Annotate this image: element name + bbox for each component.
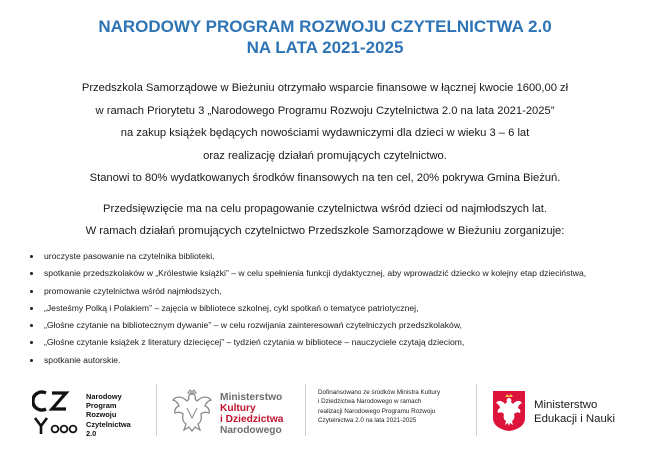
list-item: „Głośne czytanie na bibliotecznym dywanie” – w celu rozwijania zainteresowań czytelniczych przedszkolaków, xyxy=(30,317,645,334)
funding-note-line: realizacji Narodowego Programu Rozwoju xyxy=(318,407,436,415)
mkidn-logo xyxy=(170,384,320,440)
paragraph1-line: oraz realizację działań promujących czytelnictwo. xyxy=(203,149,447,162)
footer-divider xyxy=(156,384,157,436)
list-item: spotkanie autorskie. xyxy=(30,352,645,369)
funding-note-line: i Dziedzictwa Narodowego w ramach xyxy=(318,398,422,406)
activities-list xyxy=(30,248,645,369)
body-text xyxy=(0,77,650,243)
nprc-logo-line: Rozwoju xyxy=(86,410,117,420)
logo-footer xyxy=(0,376,650,446)
men-logo xyxy=(492,384,642,440)
paragraph1-line: Przedszkola Samorządowe w Bieżuniu otrzymało wsparcie finansowe w łącznej kwocie 1600,00 zł xyxy=(81,82,569,94)
nprc-logo-line: Czytelnictwa xyxy=(86,419,131,429)
mkidn-logo-line: Narodowego xyxy=(220,425,282,436)
mkidn-logo-line: Ministerstwo xyxy=(220,392,283,403)
list-item: „Jesteśmy Polką i Polakiem” – zajęcia w bibliotece szkolnej, cykl spotkań o tematyce patriotycznej, xyxy=(30,300,645,317)
funding-note xyxy=(318,388,478,425)
paragraph1-line: na zakup książek będących nowościami wydawniczymi dla dzieci w wieku 3 – 6 lat xyxy=(120,127,530,139)
paragraph2-line: Przedsięwzięcie ma na celu propagowanie czytelnictwa wśród dzieci od najmłodszych lat. xyxy=(103,202,547,215)
footer-divider xyxy=(476,384,477,436)
nprc-mark-icon xyxy=(32,388,78,438)
nprc-logo-text xyxy=(86,392,131,438)
eagle-emblem-icon xyxy=(170,388,214,434)
list-item: uroczyste pasowanie na czytelnika biblioteki, xyxy=(30,248,645,265)
paragraph1-line: Stanowi to 80% wydatkowanych środków finansowych na ten cel, 20% pokrywa Gmina Bieżuń. xyxy=(89,172,561,184)
mkidn-logo-line: Kultury xyxy=(220,403,256,414)
mkidn-logo-text xyxy=(220,392,283,436)
nprc-logo-line: 2.0 xyxy=(86,428,97,438)
paragraph1-line: w ramach Priorytetu 3 „Narodowego Programu Rozwoju Czytelnictwa 2.0 na lata 2021-2025” xyxy=(95,104,555,117)
mkidn-logo-line: i Dziedzictwa xyxy=(220,414,284,425)
men-logo-line: Edukacji i Nauki xyxy=(534,413,616,425)
funding-note-line: Dofinansowano ze środków Ministra Kultury xyxy=(318,389,441,396)
nprc-logo-line: Narodowy xyxy=(86,392,122,401)
list-item: „Głośne czytanie książek z literatury dziecięcej” – tydzień czytania w bibliotece – nauczyciele czytają dzieciom, xyxy=(30,334,645,351)
men-logo-text xyxy=(534,398,615,426)
men-logo-line: Ministerstwo xyxy=(534,399,598,411)
title-line-1: NARODOWY PROGRAM ROZWOJU CZYTELNICTWA 2.0 xyxy=(98,17,552,36)
nprc-logo-line: Program xyxy=(86,401,117,411)
document-title xyxy=(0,16,650,58)
paragraph-gap xyxy=(0,190,650,198)
nprc-logo xyxy=(32,382,152,442)
funding-note-line: Czytelnictwa 2.0 na lata 2021-2025 xyxy=(318,416,417,424)
title-line-2: NA LATA 2021-2025 xyxy=(246,38,404,57)
list-item: spotkanie przedszkolaków w „Królestwie książki” – w celu spełnienia funkcji dydaktycznej, aby wprowadzić dziecko w kolejny etap dzieciństwa, xyxy=(30,265,645,282)
polish-eagle-shield-icon xyxy=(492,390,526,432)
list-item: promowanie czytelnictwa wśród najmłodszych, xyxy=(30,283,645,300)
paragraph2-line: W ramach działań promujących czytelnictwo Przedszkole Samorządowe w Bieżuniu zorganizuje: xyxy=(85,225,565,237)
footer-divider xyxy=(305,384,306,436)
